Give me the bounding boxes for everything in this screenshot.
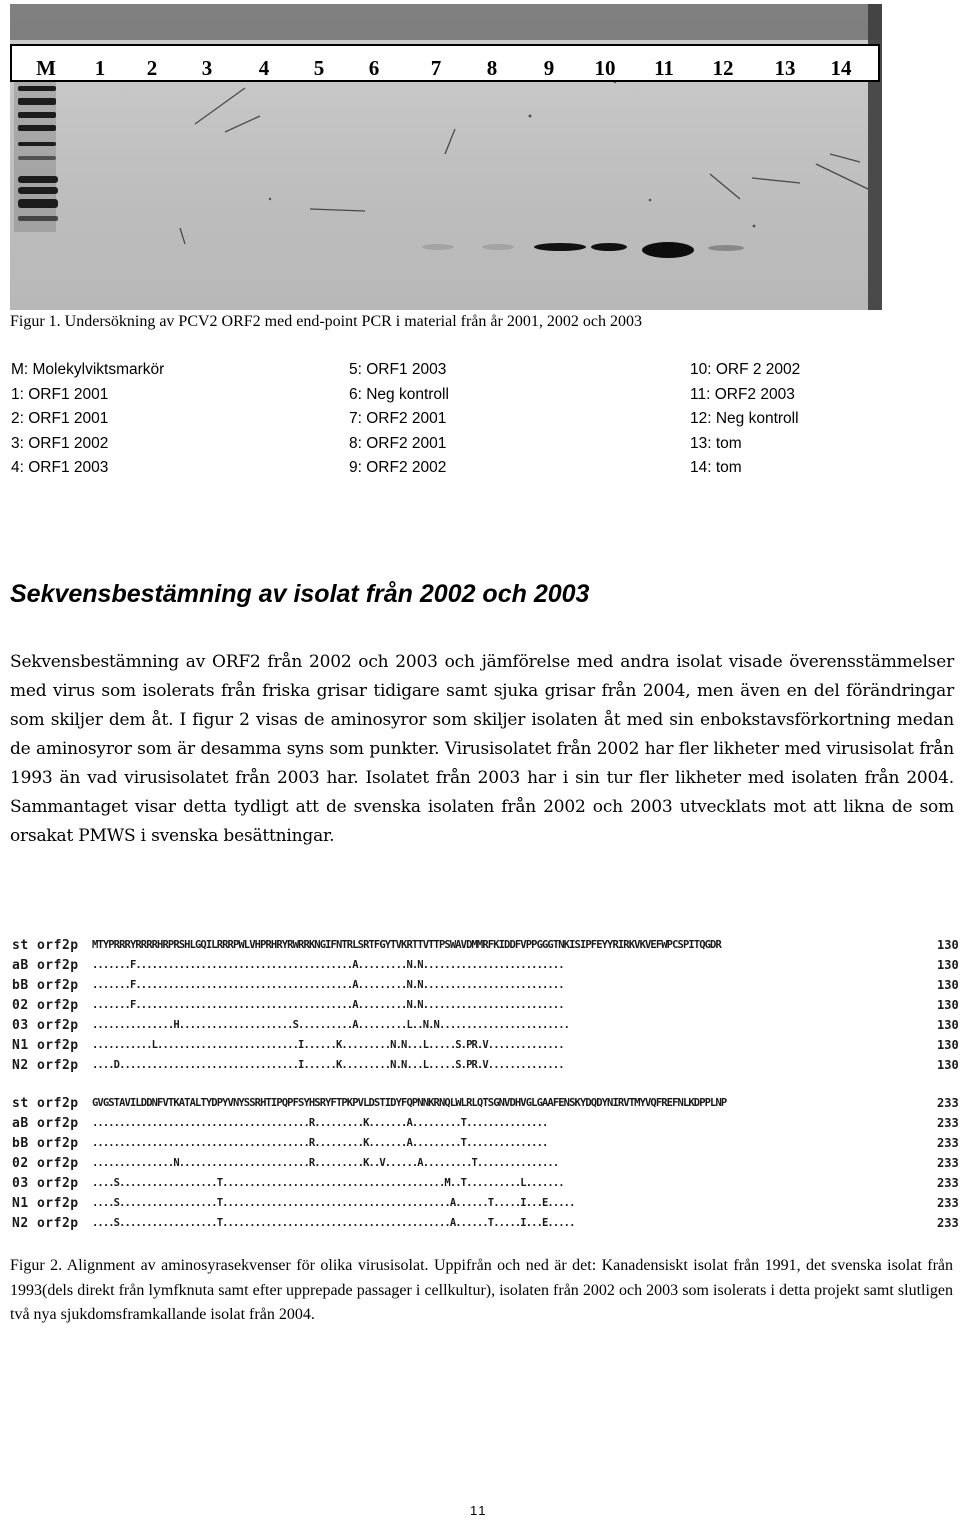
lane-label-14: 14 [830, 56, 852, 80]
lane-label-8: 8 [486, 56, 498, 80]
isolate-name: aB orf2p [12, 1116, 79, 1131]
position-number: 130 [937, 998, 959, 1012]
figure-2-caption: Figur 2. Alignment av aminosyrasekvenser för olika virusisolat. Uppifrån och ned är det: Kanadensiskt isolat från 1991, det svenska isolat från 1993(dels direkt från lymfknuta samt efter upprepade passager i cellkultur), isolaten från 2002 och 2003 som isolerats i detta projekt samt slutligen två nya sjukdomsframkallande isolat från 2004. [10, 1257, 953, 1323]
legend-item: 6: Neg kontroll [349, 385, 449, 403]
isolate-name: aB orf2p [12, 958, 79, 973]
legend-item: 2: ORF1 2001 [11, 410, 109, 427]
position-number: 233 [937, 1216, 959, 1230]
lane-label-9: 9 [543, 56, 555, 80]
lane-label-3: 3 [201, 56, 213, 80]
position-number: 130 [937, 1018, 959, 1032]
lane-legend-column-2 [349, 358, 449, 481]
legend-item: 7: ORF2 2001 [349, 410, 447, 427]
lane-label-12: 12 [712, 56, 734, 80]
position-number: 130 [937, 958, 959, 972]
position-number: 233 [937, 1156, 959, 1170]
sequence: ....S..................T..........................................A......T.....I...E..... [92, 1217, 575, 1229]
gel-scratches [180, 88, 868, 244]
legend-item: 4: ORF1 2003 [11, 459, 109, 476]
sequence: ....S..................T..........................................A......T.....I...E..... [92, 1197, 575, 1209]
sample-bands [422, 242, 744, 258]
sequence: .......F........................................A.........N.N.......................... [92, 999, 564, 1011]
lane-label-2: 2 [146, 56, 158, 80]
position-number: 130 [937, 1058, 959, 1072]
sequence: ....S..................T.........................................M..T..........L....... [92, 1177, 564, 1189]
isolate-name: st orf2p [12, 1096, 79, 1111]
isolate-name: 03 orf2p [12, 1018, 79, 1033]
position-number: 233 [937, 1116, 959, 1130]
lane-label-4: 4 [258, 56, 270, 80]
isolate-name: 02 orf2p [12, 998, 79, 1013]
lane-legend-column-1 [11, 358, 164, 481]
page-number: 11 [470, 1503, 488, 1518]
isolate-name: bB orf2p [12, 978, 79, 993]
sequence: MTYPRRRYRRRRHRPRSHLGQILRRRPWLVHPRHRYRWRRKNGIFNTRLSRTFGYTVKRTTVTTPSWAVDMMRFKIDDFVPPGGGTNKISIPFEYYRIRKVKVEFWPCSPITQGDR [92, 939, 721, 951]
isolate-name: N2 orf2p [12, 1216, 79, 1231]
sequence: ...............H.....................S..........A.........L..N.N........................ [92, 1019, 570, 1031]
lane-label-13: 13 [774, 56, 796, 80]
body-paragraph: Sekvensbestämning av ORF2 från 2002 och 2003 och jämförelse med andra isolat visade överensstämmelser med virus som isolerats från friska grisar tidigare samt sjuka grisar från 2004, men även en del förändringar som skiljer dem åt. I figur 2 visas de aminosyror som skiljer isolaten åt med sin enbokstavsförkortning medan de aminosyror som är desamma syns som punkter. Virusisolatet från 2002 har fler likheter med virusisolat från 1993 än vad virusisolatet från 2003 har. Isolatet från 2003 har i sin tur fler likheter med isolaten från 2004. Sammantaget visar detta tydligt att de svenska isolaten från 2002 och 2003 utvecklats mot att likna de som orsakat PMWS i svenska besättningar. [10, 652, 954, 846]
isolate-name: 02 orf2p [12, 1156, 79, 1171]
lane-label-7: 7 [430, 56, 442, 80]
legend-item: 1: ORF1 2001 [11, 385, 109, 403]
legend-item: 9: ORF2 2002 [349, 459, 447, 476]
legend-item: M: Molekylviktsmarkör [11, 361, 165, 378]
isolate-name: N1 orf2p [12, 1196, 79, 1211]
isolate-name: 03 orf2p [12, 1176, 79, 1191]
position-number: 233 [937, 1196, 959, 1210]
sequence: ........................................R.........K.......A.........T............... [92, 1117, 548, 1129]
legend-item: 12: Neg kontroll [690, 410, 799, 427]
legend-item: 8: ORF2 2001 [349, 434, 447, 452]
position-number: 233 [937, 1176, 959, 1190]
sequence: ...............N........................R.........K..V......A.........T............... [92, 1157, 559, 1169]
lane-label-M: M [36, 56, 56, 80]
isolate-name: N1 orf2p [12, 1038, 79, 1053]
isolate-name: st orf2p [12, 938, 79, 953]
legend-item: 13: tom [690, 434, 742, 452]
legend-item: 10: ORF 2 2002 [690, 361, 801, 378]
legend-item: 3: ORF1 2002 [11, 434, 109, 452]
gel-electrophoresis-image [10, 4, 882, 310]
lane-label-5: 5 [313, 56, 325, 80]
position-number: 130 [937, 938, 959, 952]
position-number: 233 [937, 1136, 959, 1150]
figure-1-label: Figur 1. [10, 313, 61, 330]
lane-label-1: 1 [94, 56, 106, 80]
sequence: .......F........................................A.........N.N.......................... [92, 959, 564, 971]
sequence: ....D.................................I......K.........N.N...L.....S.PR.V.............. [92, 1059, 564, 1071]
sequence: GVGSTAVILDDNFVTKATALTYDPYVNYSSRHTIPQPFSYHSRYFTPKPVLDSTIDYFQPNNKRNQLWLRLQTSGNVDHVGLGAAFENSKYDQDYNIRVTMYVQFREFNLKDPPLNP [92, 1097, 727, 1109]
sequence: .......F........................................A.........N.N.......................... [92, 979, 564, 991]
lane-label-row [10, 44, 880, 82]
position-number: 233 [937, 1096, 959, 1110]
sequence: ...........L..........................I......K.........N.N...L.....S.PR.V.............. [92, 1039, 564, 1051]
position-number: 130 [937, 1038, 959, 1052]
legend-item: 5: ORF1 2003 [349, 361, 447, 378]
legend-item: 11: ORF2 2003 [690, 385, 795, 403]
lane-label-11: 11 [654, 56, 674, 80]
isolate-name: N2 orf2p [12, 1058, 79, 1073]
lane-label-6: 6 [368, 56, 380, 80]
lane-label-10: 10 [594, 56, 616, 80]
sequence: ........................................R.........K.......A.........T............... [92, 1137, 548, 1149]
figure-1-caption [10, 313, 642, 331]
lane-legend-column-3 [690, 358, 800, 481]
position-number: 130 [937, 978, 959, 992]
figure-1-caption-text: Undersökning av PCV2 ORF2 med end-point PCR i material från år 2001, 2002 och 2003 [64, 313, 642, 330]
section-heading: Sekvensbestämning av isolat från 2002 och 2003 [10, 580, 590, 608]
isolate-name: bB orf2p [12, 1136, 79, 1151]
legend-item: 14: tom [690, 459, 742, 476]
